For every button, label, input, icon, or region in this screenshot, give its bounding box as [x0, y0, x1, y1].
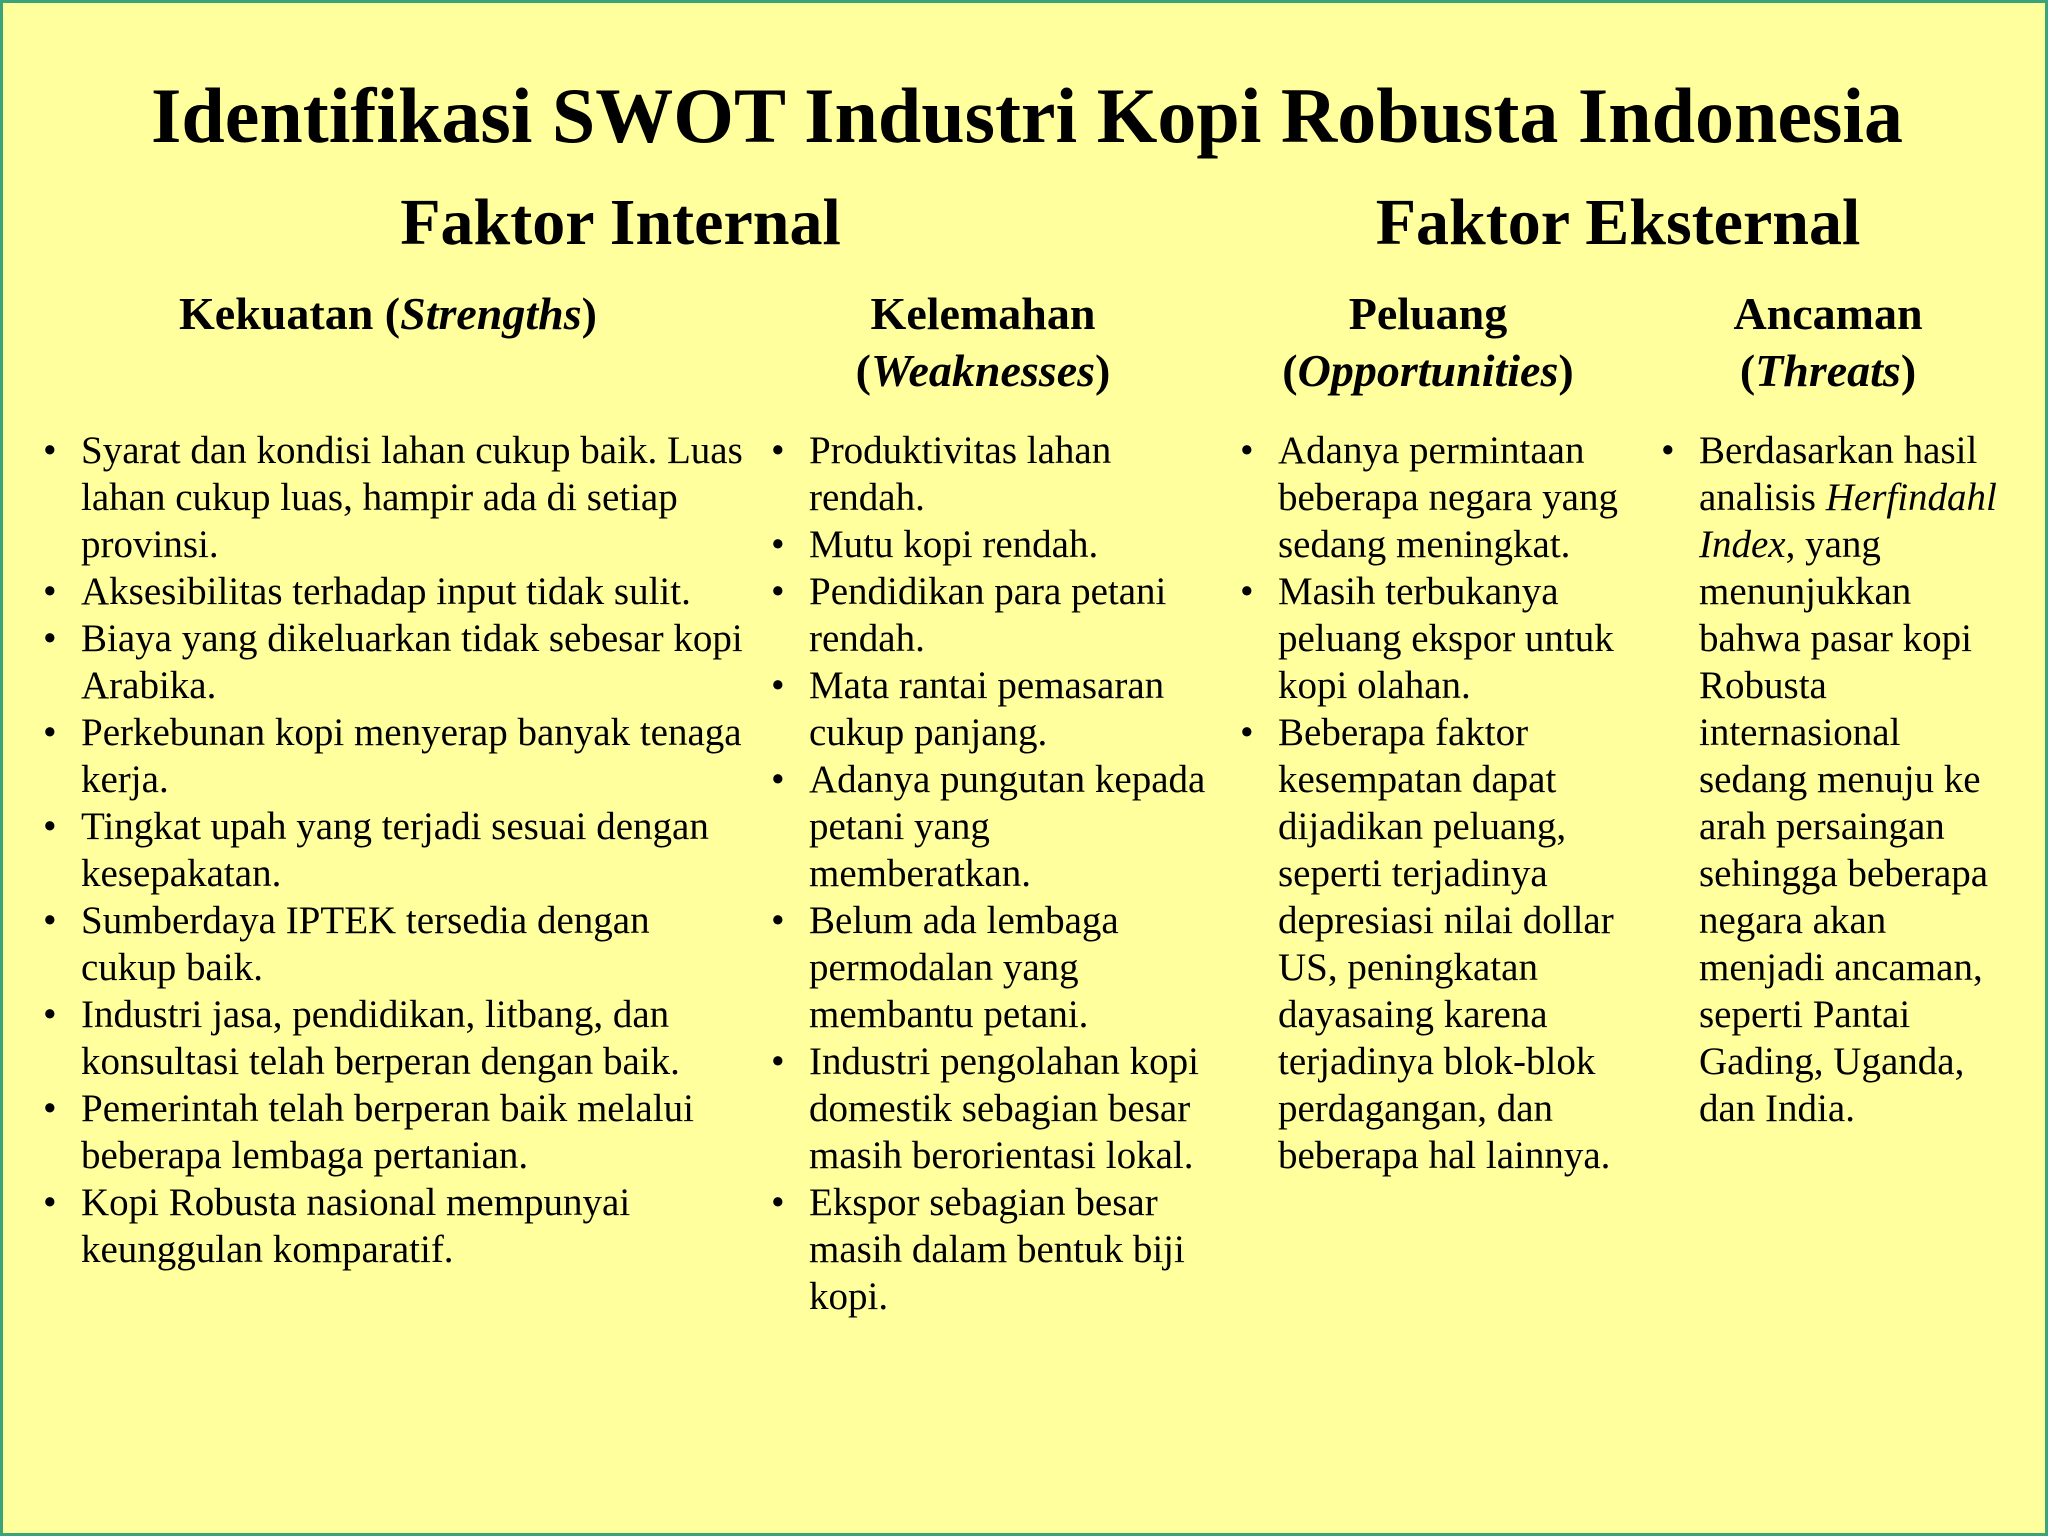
- opportunities-label: Peluang: [1348, 288, 1508, 339]
- external-factors-heading: Faktor Eksternal: [1375, 186, 1861, 259]
- list-item: • Mutu kopi rendah.: [771, 521, 1211, 568]
- threats-label-en: Threats: [1755, 345, 1901, 396]
- threats-text-after: , yang menunjukkan bahwa pasar kopi Robusta internasional sedang menuju ke arah persaingan sehingga beberapa negara akan menjadi ancaman, seperti Pantai Gading, Uganda, dan India.: [1699, 523, 1989, 1130]
- weaknesses-label: Kelemahan: [870, 288, 1096, 339]
- list-item: • Ekspor sebagian besar masih dalam bentuk biji kopi.: [771, 1179, 1211, 1320]
- list-item: • Masih terbukanya peluang ekspor untuk kopi olahan.: [1240, 568, 1630, 709]
- weaknesses-heading: Kelemahan (Weaknesses): [855, 288, 1111, 396]
- list-item: • Tingkat upah yang terjadi sesuai dengan kesepakatan.: [43, 803, 743, 897]
- list-item: • Adanya pungutan kepada petani yang memberatkan.: [771, 756, 1211, 897]
- list-item: • Beberapa faktor kesempatan dapat dijadikan peluang, seperti terjadinya depresiasi nilai dollar US, peningkatan dayasaing karena terjadinya blok-blok perdagangan, dan beberapa hal lainnya.: [1240, 709, 1630, 1179]
- list-item: • Industri pengolahan kopi domestik sebagian besar masih berorientasi lokal.: [771, 1038, 1211, 1179]
- internal-factors-heading: Faktor Internal: [400, 186, 841, 259]
- list-item: • Syarat dan kondisi lahan cukup baik. Luas lahan cukup luas, hampir ada di setiap provinsi.: [43, 427, 743, 568]
- list-item: • Industri jasa, pendidikan, litbang, dan konsultasi telah berperan dengan baik.: [43, 991, 743, 1085]
- list-item: • Produktivitas lahan rendah.: [771, 427, 1211, 521]
- opportunities-heading: Peluang (Opportunities): [1282, 288, 1574, 396]
- strengths-label: Kekuatan: [179, 288, 374, 339]
- opportunities-label-en: Opportunities: [1297, 345, 1559, 396]
- strengths-label-en: Strengths: [400, 288, 582, 339]
- weaknesses-label-en: Weaknesses: [870, 345, 1096, 396]
- threats-list: [1661, 427, 2011, 1132]
- list-item: • Belum ada lembaga permodalan yang membantu petani.: [771, 897, 1211, 1038]
- list-item: • Sumberdaya IPTEK tersedia dengan cukup baik.: [43, 897, 743, 991]
- strengths-heading: Kekuatan (Strengths): [179, 288, 597, 339]
- strengths-list: [43, 427, 743, 1273]
- list-item: • Perkebunan kopi menyerap banyak tenaga kerja.: [43, 709, 743, 803]
- list-item: • Biaya yang dikeluarkan tidak sebesar kopi Arabika.: [43, 615, 743, 709]
- list-item: • Pemerintah telah berperan baik melalui beberapa lembaga pertanian.: [43, 1085, 743, 1179]
- threats-label: Ancaman: [1733, 288, 1923, 339]
- list-item: • Kopi Robusta nasional mempunyai keunggulan komparatif.: [43, 1179, 743, 1273]
- list-item: [1661, 427, 2011, 1132]
- list-item: • Aksesibilitas terhadap input tidak sulit.: [43, 568, 743, 615]
- weaknesses-list: [771, 427, 1211, 1320]
- threats-text-italic: Herfindahl Index: [1699, 476, 1997, 566]
- opportunities-list: [1240, 427, 1630, 1179]
- list-item: • Pendidikan para petani rendah.: [771, 568, 1211, 662]
- list-item: • Adanya permintaan beberapa negara yang sedang meningkat.: [1240, 427, 1630, 568]
- threats-heading: Ancaman (Threats): [1733, 288, 1923, 396]
- list-item: • Mata rantai pemasaran cukup panjang.: [771, 662, 1211, 756]
- threats-text-before: Berdasarkan hasil analisis: [1699, 429, 1978, 519]
- page-title: Identifikasi SWOT Industri Kopi Robusta Indonesia: [151, 72, 1903, 159]
